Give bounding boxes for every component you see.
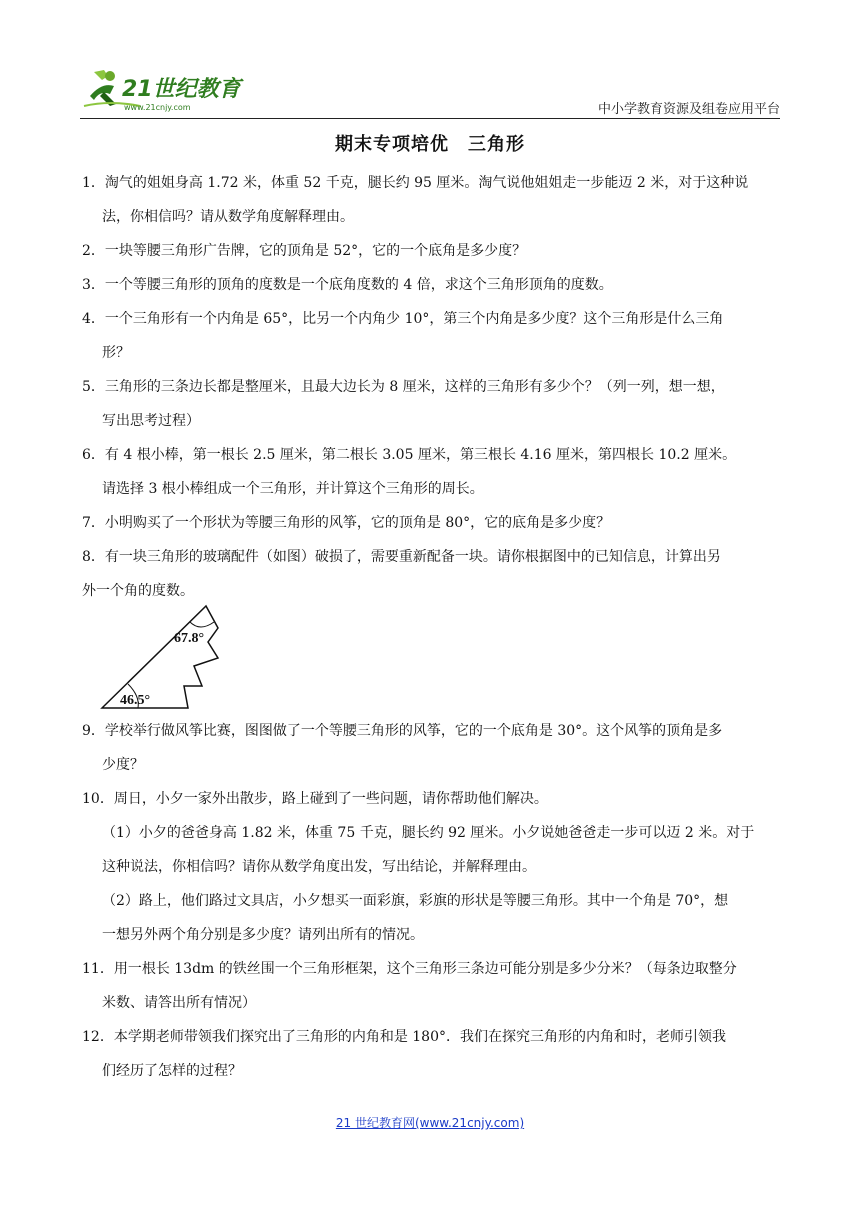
question-4 <box>82 302 782 370</box>
angle-left-label: 46.5° <box>120 693 151 708</box>
question-line: 米数、请答出所有情况） <box>102 995 256 1011</box>
question-line: 写出思考过程） <box>102 413 200 429</box>
question-line: 形？ <box>102 345 130 361</box>
question-line: 一想另外两个角分别是多少度？请列出所有的情况。 <box>102 927 424 943</box>
question-line: 4．一个三角形有一个内角是 65°，比另一个内角少 10°，第三个内角是多少度？这个三角形是什么三角 <box>82 311 724 327</box>
page-title: 期末专项培优 三角形 <box>335 134 525 155</box>
platform-label: 中小学教育资源及组卷应用平台 <box>597 102 780 117</box>
question-12 <box>82 1020 782 1088</box>
question-11 <box>82 952 782 1020</box>
question-line: 请选择 3 根小棒组成一个三角形，并计算这个三角形的周长。 <box>102 481 484 497</box>
page-footer <box>0 1114 860 1131</box>
question-line: 这种说法，你相信吗？请你从数学角度出发，写出结论，并解释理由。 <box>102 859 536 875</box>
question-line: 2．一块等腰三角形广告牌，它的顶角是 52°，它的一个底角是多少度？ <box>82 243 527 259</box>
question-line: 9．学校举行做风筝比赛，图图做了一个等腰三角形的风筝，它的一个底角是 30°。这个风筝的顶角是多 <box>82 723 723 739</box>
page-header <box>80 66 780 116</box>
question-line: 少度？ <box>102 757 144 773</box>
question-line: 6．有 4 根小棒，第一根长 2.5 厘米，第二根长 3.05 厘米，第三根长 4.16 厘米，第四根长 10.2 厘米。 <box>82 447 737 463</box>
question-line: 12．本学期老师带领我们探究出了三角形的内角和是 180°．我们在探究三角形的内角和时，老师引领我 <box>82 1029 726 1045</box>
question-9 <box>82 714 782 782</box>
question-line: 3．一个等腰三角形的顶角的度数是一个底角度数的 4 倍，求这个三角形顶角的度数。 <box>82 277 613 293</box>
question-2 <box>82 234 782 268</box>
question-line: 7．小明购买了一个形状为等腰三角形的风筝，它的顶角是 80°，它的底角是多少度？ <box>82 515 611 531</box>
question-3 <box>82 268 782 302</box>
question-line: 10．周日，小夕一家外出散步，路上碰到了一些问题，请你帮助他们解决。 <box>82 791 548 807</box>
question-line: 1．淘气的姐姐身高 1.72 米，体重 52 千克，腿长约 95 厘米。淘气说他姐姐走一步能迈 2 米，对于这种说 <box>82 175 749 191</box>
question-line: 11．用一根长 13dm 的铁丝围一个三角形框架，这个三角形三条边可能分别是多少分米？（每条边取整分 <box>82 961 737 977</box>
question-line: 8．有一块三角形的玻璃配件（如图）破损了，需要重新配备一块。请你根据图中的已知信息，计算出另 <box>82 549 721 565</box>
question-1 <box>82 166 782 234</box>
footer-link[interactable]: 21 世纪教育网(www.21cnjy.com) <box>335 1116 525 1130</box>
question-line: 法，你相信吗？请从数学角度解释理由。 <box>102 209 354 225</box>
question-line: 5．三角形的三条边长都是整厘米，且最大边长为 8 厘米，这样的三角形有多少个？（列一列，想一想， <box>82 379 725 395</box>
question-5 <box>82 370 782 438</box>
question-line: 们经历了怎样的过程？ <box>102 1063 242 1079</box>
question-6 <box>82 438 782 506</box>
question-8 <box>82 540 782 608</box>
header-rule <box>80 118 780 119</box>
question-line: 外一个角的度数。 <box>82 583 194 599</box>
question-line: （2）路上，他们路过文具店，小夕想买一面彩旗，彩旗的形状是等腰三角形。其中一个角是 70°，想 <box>102 893 729 909</box>
question-7 <box>82 506 782 540</box>
question-10 <box>82 782 782 952</box>
question-line: （1）小夕的爸爸身高 1.82 米，体重 75 千克，腿长约 92 厘米。小夕说她爸爸走一步可以迈 2 米。对于 <box>102 825 755 841</box>
svg-text:www.21cnjy.com: www.21cnjy.com <box>124 103 191 112</box>
angle-top-label: 67.8° <box>174 631 205 646</box>
top-angle-arc <box>190 622 214 627</box>
svg-text:21世纪教育: 21世纪教育 <box>122 77 241 102</box>
logo-21cnjy <box>80 66 270 114</box>
broken-triangle-figure <box>98 602 222 712</box>
